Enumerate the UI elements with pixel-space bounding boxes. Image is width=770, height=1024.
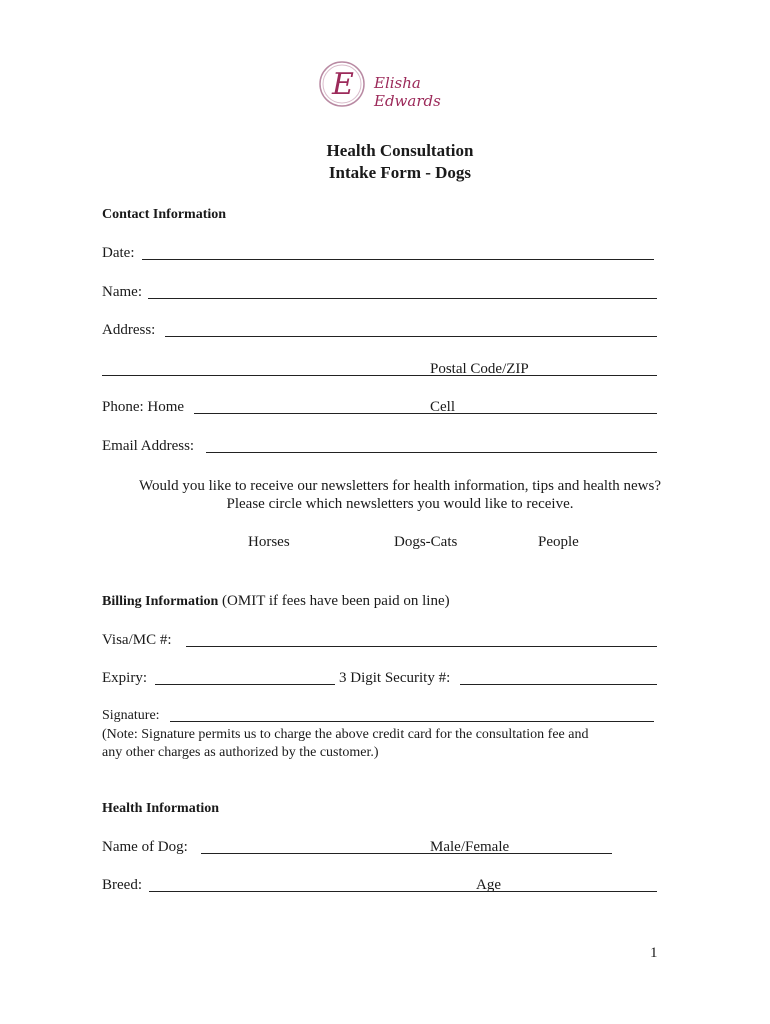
- logo-wordmark: Elisha Edwards: [374, 74, 441, 110]
- billing-heading: Billing Information: [102, 594, 219, 609]
- card-label: Visa/MC #:: [102, 632, 172, 648]
- signature-label: Signature:: [102, 708, 160, 723]
- date-field[interactable]: [142, 259, 654, 260]
- expiry-field[interactable]: [155, 684, 335, 685]
- breed-label: Breed:: [102, 877, 142, 893]
- cell-label: Cell: [430, 399, 455, 415]
- billing-note: (OMIT if fees have been paid on line): [222, 593, 450, 609]
- newsletter-option-horses[interactable]: Horses: [248, 534, 290, 550]
- age-label: Age: [476, 877, 501, 893]
- card-number-field[interactable]: [186, 646, 657, 647]
- expiry-label: Expiry:: [102, 670, 147, 686]
- newsletter-question: Would you like to receive our newsletters for health information, tips and health news?: [139, 478, 661, 494]
- newsletter-instruction: Please circle which newsletters you would like to receive.: [226, 496, 574, 512]
- email-field[interactable]: [206, 452, 657, 453]
- contact-heading: Contact Information: [102, 207, 227, 222]
- address-field[interactable]: [165, 336, 657, 337]
- cell-field[interactable]: [430, 413, 657, 414]
- title-line-2: Intake Form - Dogs: [328, 163, 472, 182]
- logo: [316, 58, 491, 110]
- signature-note-line-1: (Note: Signature permits us to charge the above credit card for the consultation fee and: [102, 727, 589, 742]
- dog-name-field[interactable]: [201, 853, 430, 854]
- security-code-field[interactable]: [460, 684, 657, 685]
- signature-field[interactable]: [170, 721, 654, 722]
- svg-text:E: E: [332, 67, 354, 102]
- breed-field[interactable]: [149, 891, 476, 892]
- logo-monogram-icon: [316, 58, 368, 110]
- page-number: 1: [650, 945, 658, 961]
- postal-label: Postal Code/ZIP: [430, 361, 529, 377]
- phone-home-label: Phone: Home: [102, 399, 185, 415]
- name-label: Name:: [102, 284, 142, 300]
- dog-name-label: Name of Dog:: [102, 839, 188, 855]
- postal-field[interactable]: [430, 375, 657, 376]
- newsletter-option-people[interactable]: People: [538, 534, 579, 550]
- age-field[interactable]: [476, 891, 657, 892]
- sex-field[interactable]: [430, 853, 612, 854]
- sex-label: Male/Female: [430, 839, 510, 855]
- billing-heading-row: [102, 592, 450, 611]
- email-label: Email Address:: [102, 438, 195, 454]
- phone-home-field[interactable]: [194, 413, 430, 414]
- title-line-1: Health Consultation: [326, 141, 474, 160]
- health-heading: Health Information: [102, 801, 220, 816]
- signature-note-line-2: any other charges as authorized by the customer.): [102, 745, 379, 760]
- security-label: 3 Digit Security #:: [339, 670, 451, 686]
- address-label: Address:: [102, 322, 156, 338]
- address-line-2-field[interactable]: [102, 375, 430, 376]
- page-title: [0, 140, 770, 184]
- newsletter-option-dogs-cats[interactable]: Dogs-Cats: [394, 534, 458, 550]
- date-label: Date:: [102, 245, 135, 261]
- name-field[interactable]: [148, 298, 657, 299]
